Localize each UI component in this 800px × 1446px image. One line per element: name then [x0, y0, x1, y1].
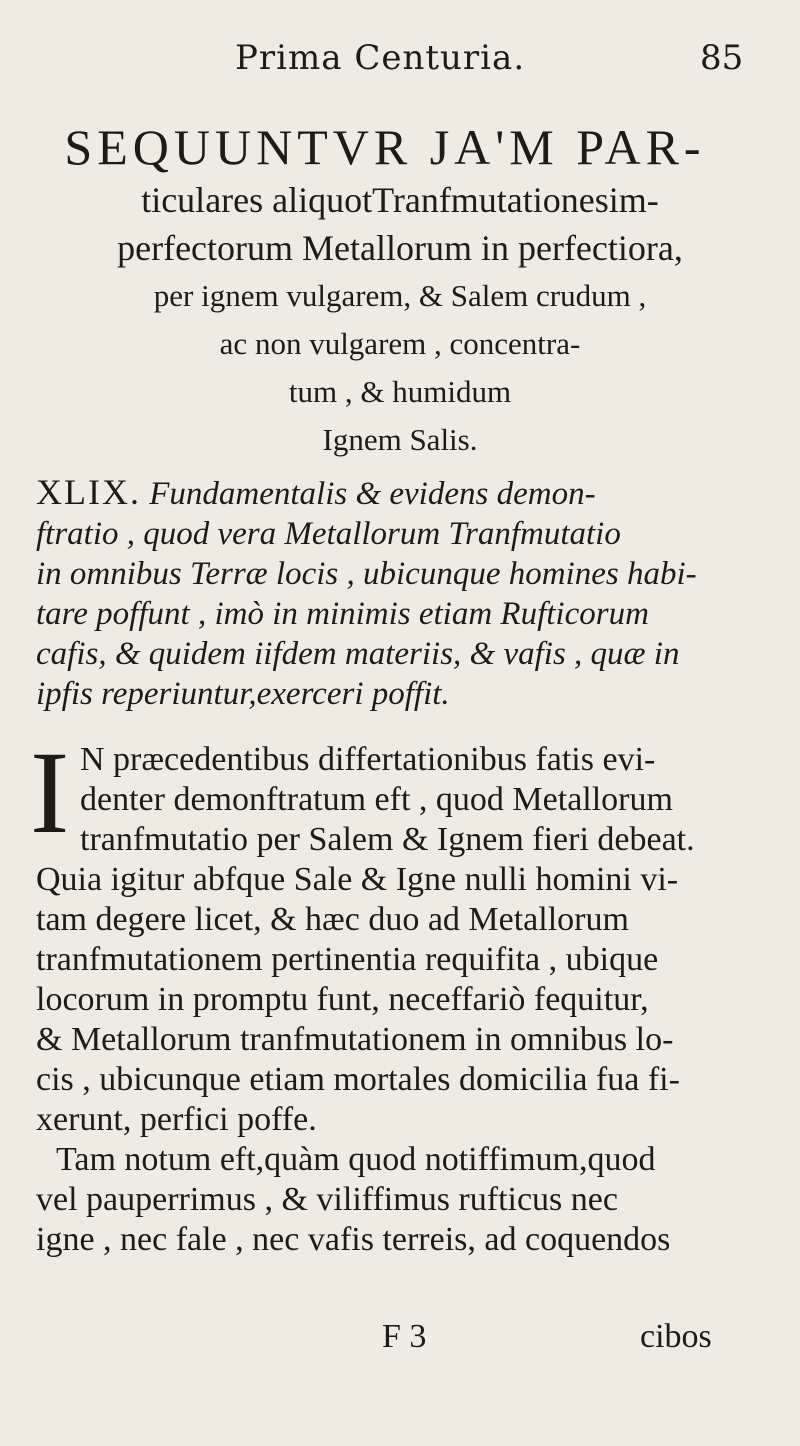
body-line: cis , ubicunque etiam mortales domicilia fua fi- [36, 1061, 680, 1098]
section-text-1: Fundamentalis & evidens demon- [149, 476, 596, 512]
body-line: xerunt, perfici poffe. [36, 1101, 317, 1138]
section-line-5: cafis, & quidem iifdem materiis, & vafis , quæ in [36, 636, 680, 672]
section-line-6: ipfis reperiuntur,exerceri poffit. [36, 676, 450, 712]
running-title: Prima Centuria. [235, 38, 526, 78]
heading-line-3: perfectorum Metallorum in perfectiora, [117, 228, 683, 268]
body-line: tam degere licet, & hæc duo ad Metallorum [36, 901, 629, 938]
body-line: Tam notum eft,quàm quod notiffimum,quod [56, 1141, 656, 1178]
body-line: tranfmutatio per Salem & Ignem fieri debeat. [80, 821, 695, 858]
signature-mark: F 3 [382, 1318, 427, 1355]
body-line: igne , nec fale , nec vafis terreis, ad coquendos [36, 1221, 671, 1258]
body-line: denter demonftratum eft , quod Metallorum [80, 781, 673, 818]
section-title [36, 472, 776, 714]
section-line-3: in omnibus Terræ locis , ubicunque homines habi- [36, 556, 697, 592]
chapter-heading [0, 118, 800, 464]
heading-line-4: per ignem vulgarem, & Salem crudum , [153, 278, 647, 313]
section-line-1 [36, 472, 776, 514]
body-text [30, 727, 776, 1260]
page-number: 85 [700, 38, 744, 78]
body-line: vel pauperrimus , & viliffimus rufticus nec [36, 1181, 618, 1218]
body-line: tranfmutationem pertinentia requifita , ubique [36, 941, 659, 978]
catchword: cibos [640, 1318, 712, 1355]
heading-line-2: ticulares aliquotTranfmutationesim- [141, 180, 659, 220]
section-number: XLIX. [36, 472, 141, 512]
heading-line-6: tum , & humidum [288, 374, 512, 409]
body-line: locorum in promptu funt, neceffariò fequitur, [36, 981, 649, 1018]
section-line-2: ftratio , quod vera Metallorum Tranfmutatio [36, 516, 621, 552]
section-line-4: tare poffunt , imò in minimis etiam Rufticorum [36, 596, 649, 632]
drop-cap: I [30, 727, 70, 858]
body-line: & Metallorum tranfmutationem in omnibus lo- [36, 1021, 674, 1058]
heading-line-7: Ignem Salis. [322, 422, 478, 457]
page-footer [0, 1318, 800, 1368]
heading-line-1: SEQUUNTVR JA'M PAR- [64, 119, 706, 175]
running-header [0, 38, 800, 88]
body-line: N præcedentibus differtationibus fatis evi- [80, 741, 656, 778]
heading-line-5: ac non vulgarem , concentra- [219, 326, 581, 361]
body-line: Quia igitur abfque Sale & Igne nulli homini vi- [36, 861, 679, 898]
